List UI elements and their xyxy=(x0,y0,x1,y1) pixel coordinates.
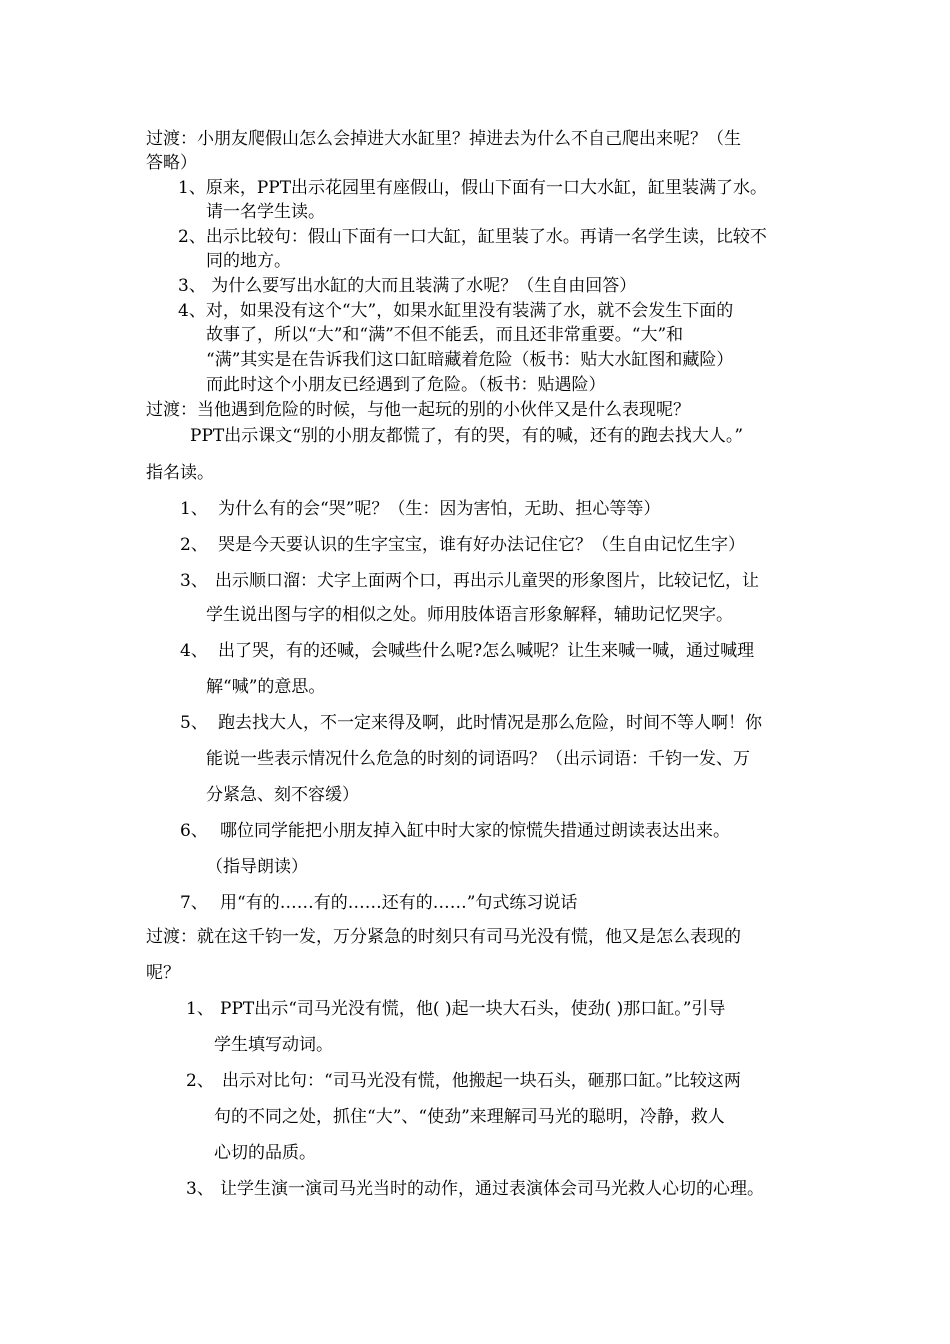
transition-text: 过渡：当他遇到危险的时候，与他一起玩的别的小伙伴又是什么表现呢？ xyxy=(146,400,690,420)
list-item: 出了哭，有的还喊，会喊些什么呢?怎么喊呢？让生来喊一喊，通过喊理 xyxy=(218,641,755,661)
list-item-continuation: 同的地方。 xyxy=(206,251,291,271)
list-item-continuation: 学生填写动词。 xyxy=(214,1035,333,1055)
list-item: 1、原来，PPT出示花园里有座假山，假山下面有一口大水缸，缸里装满了水。 xyxy=(178,178,768,198)
list-number: 4、 xyxy=(180,641,208,661)
list-number: 3、 xyxy=(186,1179,214,1199)
list-number: 1、 xyxy=(186,999,214,1019)
list-item-continuation: 请一名学生读。 xyxy=(206,202,325,222)
list-number: 5、 xyxy=(180,713,208,733)
list-item: 哪位同学能把小朋友掉入缸中时大家的惊慌失措通过朗读表达出来。 xyxy=(220,821,730,841)
list-item-continuation: 故事了，所以“大”和“满”不但不能丢，而且还非常重要。“大”和 xyxy=(206,325,684,345)
list-item: 让学生演一演司马光当时的动作，通过表演体会司马光救人心切的心理。 xyxy=(220,1179,764,1199)
list-item-continuation: 而此时这个小朋友已经遇到了危险。（板书：贴遇险） xyxy=(206,375,606,395)
list-item: 跑去找大人，不一定来得及啊，此时情况是那么危险，时间不等人啊！你 xyxy=(218,713,762,733)
list-item-continuation: 分紧急、刻不容缓） xyxy=(206,785,359,805)
list-item-continuation: 句的不同之处，抓住“大”、“使劲”来理解司马光的聪明，冷静，救人 xyxy=(214,1107,725,1127)
list-number: 3、 xyxy=(180,571,208,591)
list-number: 2、 xyxy=(180,535,208,555)
list-item: 4、对，如果没有这个“大”，如果水缸里没有装满了水，就不会发生下面的 xyxy=(178,301,734,321)
list-item-continuation: 学生说出图与字的相似之处。师用肢体语言形象解释，辅助记忆哭字。 xyxy=(206,605,733,625)
list-item-continuation: （指导朗读） xyxy=(206,857,308,877)
list-item: 3、 为什么要写出水缸的大而且装满了水呢？（生自由回答） xyxy=(178,276,637,296)
transition-text: 答略） xyxy=(146,153,197,173)
list-number: 1、 xyxy=(180,499,208,519)
ppt-text: PPT出示课文“别的小朋友都慌了，有的哭，有的喊，还有的跑去找大人。” xyxy=(190,426,744,446)
list-item: 为什么有的会“哭”呢？（生：因为害怕，无助、担心等等） xyxy=(218,499,661,519)
list-item-continuation: “满”其实是在告诉我们这口缸暗藏着危险（板书：贴大水缸图和藏险） xyxy=(206,350,734,370)
list-number: 7、 xyxy=(180,893,208,913)
list-number: 6、 xyxy=(180,821,208,841)
list-number: 2、 xyxy=(186,1071,214,1091)
instruction-text: 指名读。 xyxy=(146,463,214,483)
transition-text: 过渡：小朋友爬假山怎么会掉进大水缸里？掉进去为什么不自己爬出来呢？（生 xyxy=(146,129,741,149)
list-item: PPT出示“司马光没有慌，他( )起一块大石头，使劲( )那口缸。”引导 xyxy=(220,999,726,1019)
list-item: 哭是今天要认识的生字宝宝，谁有好办法记住它？（生自由记忆生字） xyxy=(218,535,745,555)
list-item-continuation: 解“喊”的意思。 xyxy=(206,677,326,697)
transition-text: 过渡：就在这千钧一发，万分紧急的时刻只有司马光没有慌，他又是怎么表现的 xyxy=(146,927,741,947)
list-item: 出示对比句：“司马光没有慌，他搬起一块石头，砸那口缸。”比较这两 xyxy=(222,1071,741,1091)
list-item: 出示顺口溜：犬字上面两个口，再出示儿童哭的形象图片，比较记忆，让 xyxy=(215,571,759,591)
list-item: 用“有的……有的……还有的……”句式练习说话 xyxy=(220,893,578,913)
list-item-continuation: 心切的品质。 xyxy=(214,1143,316,1163)
transition-text: 呢？ xyxy=(146,963,180,983)
list-item-continuation: 能说一些表示情况什么危急的时刻的词语吗？（出示词语：千钧一发、万 xyxy=(206,749,750,769)
list-item: 2、出示比较句：假山下面有一口大缸，缸里装了水。再请一名学生读，比较不 xyxy=(178,227,767,247)
